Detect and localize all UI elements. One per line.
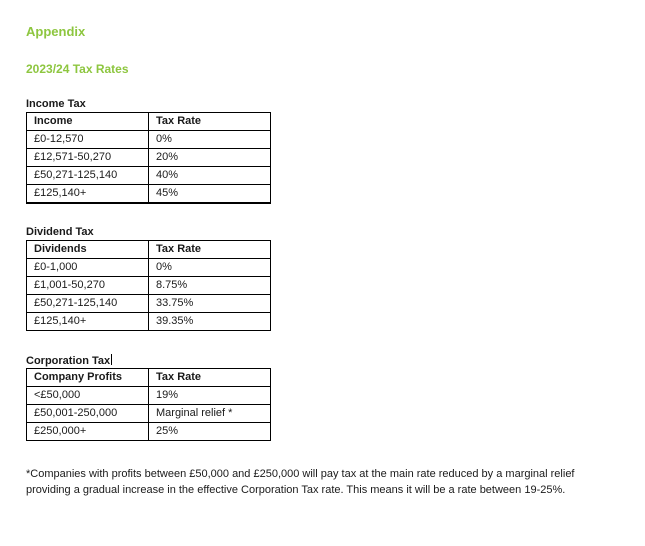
footnote: *Companies with profits between £50,000 and £250,000 will pay tax at the main rate reduced by a marginal relief providing a gradual increase in the effective Corporation Tax rate. This means it will be a rate between 19-25%. — [26, 468, 575, 496]
dividend-tax-label: Dividend Tax — [26, 226, 94, 238]
column-header-company-profits: Company Profits — [27, 369, 149, 387]
profit-band-cell: <£50,000 — [27, 387, 149, 405]
tax-rate-cell: 40% — [149, 167, 271, 185]
dividend-band-cell: £125,140+ — [27, 313, 149, 331]
income-tax-section — [26, 98, 271, 204]
table-row — [27, 295, 271, 313]
table-row — [27, 185, 271, 204]
table-row — [27, 149, 271, 167]
table-row — [27, 405, 271, 423]
table-row — [27, 131, 271, 149]
tax-rate-cell: 0% — [149, 131, 271, 149]
income-band-cell: £0-12,570 — [27, 131, 149, 149]
corporation-tax-label-row — [26, 354, 271, 367]
profit-band-cell: £50,001-250,000 — [27, 405, 149, 423]
table-header-row — [27, 241, 271, 259]
tax-rate-cell: 19% — [149, 387, 271, 405]
income-tax-label: Income Tax — [26, 98, 86, 110]
tax-rate-cell: 0% — [149, 259, 271, 277]
corporation-tax-label: Corporation Tax — [26, 355, 111, 367]
tax-rate-cell: 8.75% — [149, 277, 271, 295]
dividend-band-cell: £1,001-50,270 — [27, 277, 149, 295]
tax-rate-cell: Marginal relief * — [149, 405, 271, 423]
profit-band-cell: £250,000+ — [27, 423, 149, 441]
income-band-cell: £125,140+ — [27, 185, 149, 204]
column-header-dividends: Dividends — [27, 241, 149, 259]
income-band-cell: £12,571-50,270 — [27, 149, 149, 167]
table-row — [27, 387, 271, 405]
column-header-income: Income — [27, 113, 149, 131]
tax-rate-cell: 25% — [149, 423, 271, 441]
tax-rate-cell: 39.35% — [149, 313, 271, 331]
tax-rate-cell: 33.75% — [149, 295, 271, 313]
tax-rates-heading: 2023/24 Tax Rates — [26, 62, 129, 76]
table-row — [27, 423, 271, 441]
column-header-tax-rate: Tax Rate — [149, 369, 271, 387]
income-band-cell: £50,271-125,140 — [27, 167, 149, 185]
dividend-band-cell: £0-1,000 — [27, 259, 149, 277]
appendix-heading: Appendix — [26, 24, 86, 39]
table-row — [27, 167, 271, 185]
table-header-row — [27, 113, 271, 131]
dividend-band-cell: £50,271-125,140 — [27, 295, 149, 313]
column-header-tax-rate: Tax Rate — [149, 113, 271, 131]
dividend-tax-section — [26, 226, 271, 331]
tax-rate-cell: 45% — [149, 185, 271, 204]
table-row — [27, 259, 271, 277]
column-header-tax-rate: Tax Rate — [149, 241, 271, 259]
income-tax-table — [26, 112, 271, 204]
corporation-tax-section — [26, 354, 271, 441]
table-row — [27, 277, 271, 295]
corporation-tax-table — [26, 368, 271, 441]
tax-rate-cell: 20% — [149, 149, 271, 167]
table-row — [27, 313, 271, 331]
table-header-row — [27, 369, 271, 387]
text-cursor — [111, 354, 112, 365]
dividend-tax-table — [26, 240, 271, 331]
